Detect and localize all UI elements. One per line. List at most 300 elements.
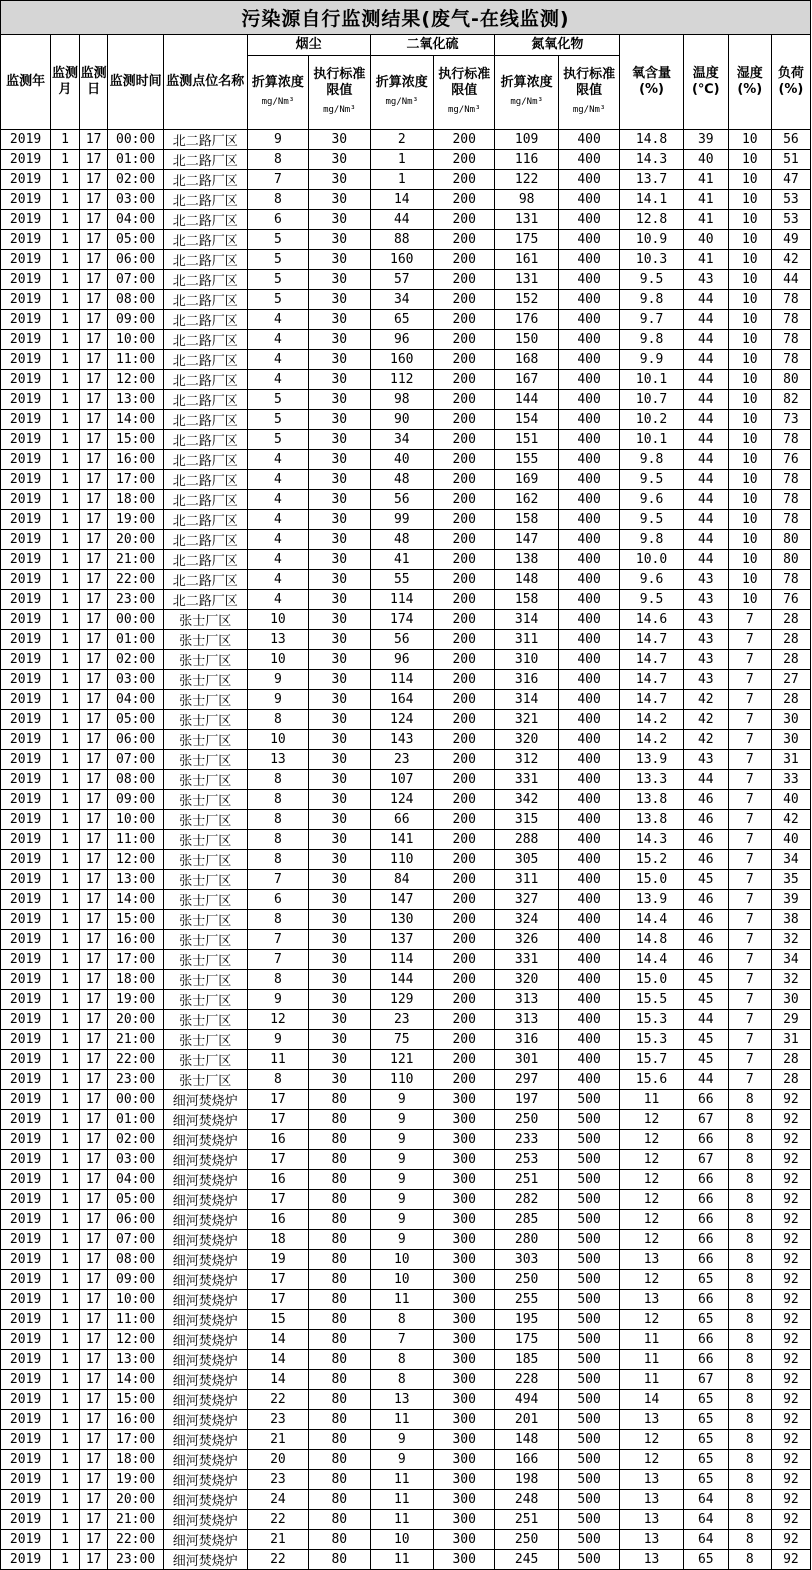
cell-time: 01:00 bbox=[108, 1110, 163, 1130]
cell-day: 17 bbox=[79, 710, 108, 730]
cell-oxygen: 13.3 bbox=[620, 770, 683, 790]
table-row bbox=[1, 770, 811, 790]
cell-so2-limit: 300 bbox=[434, 1550, 495, 1570]
cell-so2-limit: 200 bbox=[434, 590, 495, 610]
cell-so2-limit: 200 bbox=[434, 790, 495, 810]
cell-day: 17 bbox=[79, 250, 108, 270]
cell-site: 张士厂区 bbox=[163, 810, 247, 830]
cell-load: 92 bbox=[771, 1450, 810, 1470]
cell-time: 03:00 bbox=[108, 1150, 163, 1170]
cell-oxygen: 15.6 bbox=[620, 1070, 683, 1090]
cell-so2-limit: 200 bbox=[434, 890, 495, 910]
cell-nox: 251 bbox=[495, 1170, 558, 1190]
cell-humidity: 10 bbox=[728, 390, 771, 410]
cell-temp: 65 bbox=[683, 1390, 728, 1410]
header-site: 监测点位名称 bbox=[163, 35, 247, 130]
cell-time: 02:00 bbox=[108, 650, 163, 670]
cell-month: 1 bbox=[51, 1130, 80, 1150]
cell-nox: 197 bbox=[495, 1090, 558, 1110]
cell-nox: 253 bbox=[495, 1150, 558, 1170]
cell-nox: 138 bbox=[495, 550, 558, 570]
cell-day: 17 bbox=[79, 1350, 108, 1370]
cell-nox-limit: 500 bbox=[558, 1210, 619, 1230]
cell-dust-limit: 30 bbox=[309, 130, 370, 150]
cell-dust: 21 bbox=[247, 1530, 308, 1550]
cell-so2: 84 bbox=[370, 870, 433, 890]
cell-site: 细河焚烧炉 bbox=[163, 1370, 247, 1390]
cell-year: 2019 bbox=[1, 470, 51, 490]
cell-temp: 44 bbox=[683, 410, 728, 430]
cell-day: 17 bbox=[79, 1190, 108, 1210]
cell-dust: 16 bbox=[247, 1130, 308, 1150]
cell-so2: 90 bbox=[370, 410, 433, 430]
cell-so2-limit: 200 bbox=[434, 190, 495, 210]
cell-month: 1 bbox=[51, 1250, 80, 1270]
cell-time: 12:00 bbox=[108, 850, 163, 870]
cell-nox: 342 bbox=[495, 790, 558, 810]
cell-so2-limit: 300 bbox=[434, 1510, 495, 1530]
table-row bbox=[1, 790, 811, 810]
cell-load: 92 bbox=[771, 1130, 810, 1150]
cell-time: 17:00 bbox=[108, 1430, 163, 1450]
cell-so2: 11 bbox=[370, 1290, 433, 1310]
cell-dust: 14 bbox=[247, 1330, 308, 1350]
cell-site: 张士厂区 bbox=[163, 1050, 247, 1070]
table-row bbox=[1, 1350, 811, 1370]
cell-site: 北二路厂区 bbox=[163, 570, 247, 590]
cell-nox: 303 bbox=[495, 1250, 558, 1270]
cell-site: 细河焚烧炉 bbox=[163, 1090, 247, 1110]
cell-month: 1 bbox=[51, 1410, 80, 1430]
cell-humidity: 10 bbox=[728, 310, 771, 330]
cell-oxygen: 13 bbox=[620, 1290, 683, 1310]
cell-load: 92 bbox=[771, 1250, 810, 1270]
cell-humidity: 10 bbox=[728, 510, 771, 530]
cell-load: 92 bbox=[771, 1310, 810, 1330]
cell-humidity: 8 bbox=[728, 1410, 771, 1430]
cell-time: 22:00 bbox=[108, 1530, 163, 1550]
cell-site: 细河焚烧炉 bbox=[163, 1290, 247, 1310]
cell-year: 2019 bbox=[1, 1370, 51, 1390]
cell-oxygen: 12 bbox=[620, 1150, 683, 1170]
cell-dust-limit: 30 bbox=[309, 330, 370, 350]
cell-oxygen: 13 bbox=[620, 1510, 683, 1530]
cell-year: 2019 bbox=[1, 1250, 51, 1270]
table-row bbox=[1, 710, 811, 730]
cell-dust-limit: 80 bbox=[309, 1510, 370, 1530]
cell-day: 17 bbox=[79, 1210, 108, 1230]
cell-site: 张士厂区 bbox=[163, 670, 247, 690]
cell-load: 92 bbox=[771, 1350, 810, 1370]
cell-time: 22:00 bbox=[108, 570, 163, 590]
cell-dust-limit: 80 bbox=[309, 1350, 370, 1370]
cell-nox: 148 bbox=[495, 570, 558, 590]
cell-temp: 41 bbox=[683, 210, 728, 230]
cell-time: 16:00 bbox=[108, 930, 163, 950]
cell-dust-limit: 30 bbox=[309, 450, 370, 470]
cell-day: 17 bbox=[79, 370, 108, 390]
cell-nox: 316 bbox=[495, 1030, 558, 1050]
cell-so2: 88 bbox=[370, 230, 433, 250]
cell-temp: 45 bbox=[683, 870, 728, 890]
cell-day: 17 bbox=[79, 670, 108, 690]
cell-so2-limit: 200 bbox=[434, 530, 495, 550]
cell-year: 2019 bbox=[1, 370, 51, 390]
header-load: 负荷(%) bbox=[771, 35, 810, 130]
cell-nox-limit: 400 bbox=[558, 510, 619, 530]
cell-temp: 43 bbox=[683, 670, 728, 690]
cell-day: 17 bbox=[79, 950, 108, 970]
cell-oxygen: 14.7 bbox=[620, 650, 683, 670]
cell-oxygen: 13.8 bbox=[620, 790, 683, 810]
table-row bbox=[1, 170, 811, 190]
header-so2-limit-label: 执行标准限值 bbox=[438, 67, 491, 98]
cell-nox-limit: 400 bbox=[558, 390, 619, 410]
cell-oxygen: 11 bbox=[620, 1350, 683, 1370]
cell-nox: 158 bbox=[495, 510, 558, 530]
cell-oxygen: 15.3 bbox=[620, 1010, 683, 1030]
cell-humidity: 10 bbox=[728, 490, 771, 510]
cell-humidity: 10 bbox=[728, 250, 771, 270]
cell-nox-limit: 500 bbox=[558, 1530, 619, 1550]
table-row bbox=[1, 870, 811, 890]
cell-month: 1 bbox=[51, 1110, 80, 1130]
cell-nox: 282 bbox=[495, 1190, 558, 1210]
cell-dust: 4 bbox=[247, 450, 308, 470]
cell-load: 78 bbox=[771, 290, 810, 310]
cell-load: 47 bbox=[771, 170, 810, 190]
cell-oxygen: 14.3 bbox=[620, 830, 683, 850]
cell-nox-limit: 500 bbox=[558, 1510, 619, 1530]
cell-nox: 285 bbox=[495, 1210, 558, 1230]
cell-dust-limit: 30 bbox=[309, 550, 370, 570]
cell-load: 92 bbox=[771, 1390, 810, 1410]
cell-dust: 19 bbox=[247, 1250, 308, 1270]
cell-nox: 327 bbox=[495, 890, 558, 910]
table-row bbox=[1, 1070, 811, 1090]
cell-load: 38 bbox=[771, 910, 810, 930]
cell-dust-limit: 30 bbox=[309, 1030, 370, 1050]
cell-nox: 324 bbox=[495, 910, 558, 930]
cell-year: 2019 bbox=[1, 610, 51, 630]
cell-so2: 110 bbox=[370, 850, 433, 870]
cell-so2-limit: 200 bbox=[434, 970, 495, 990]
cell-temp: 65 bbox=[683, 1550, 728, 1570]
cell-year: 2019 bbox=[1, 1190, 51, 1210]
cell-so2: 114 bbox=[370, 950, 433, 970]
cell-oxygen: 12.8 bbox=[620, 210, 683, 230]
cell-dust-limit: 30 bbox=[309, 150, 370, 170]
cell-dust: 8 bbox=[247, 910, 308, 930]
cell-load: 92 bbox=[771, 1470, 810, 1490]
cell-time: 11:00 bbox=[108, 1310, 163, 1330]
header-humidity: 湿度(%) bbox=[728, 35, 771, 130]
cell-day: 17 bbox=[79, 910, 108, 930]
cell-so2: 55 bbox=[370, 570, 433, 590]
cell-humidity: 8 bbox=[728, 1450, 771, 1470]
cell-temp: 43 bbox=[683, 590, 728, 610]
cell-load: 78 bbox=[771, 430, 810, 450]
cell-time: 12:00 bbox=[108, 370, 163, 390]
cell-time: 11:00 bbox=[108, 830, 163, 850]
cell-so2: 124 bbox=[370, 790, 433, 810]
cell-month: 1 bbox=[51, 1370, 80, 1390]
cell-temp: 44 bbox=[683, 370, 728, 390]
cell-nox-limit: 400 bbox=[558, 910, 619, 930]
cell-so2-limit: 300 bbox=[434, 1530, 495, 1550]
cell-year: 2019 bbox=[1, 250, 51, 270]
cell-year: 2019 bbox=[1, 270, 51, 290]
cell-oxygen: 13.8 bbox=[620, 810, 683, 830]
cell-dust: 4 bbox=[247, 490, 308, 510]
cell-month: 1 bbox=[51, 1210, 80, 1230]
cell-dust-limit: 80 bbox=[309, 1110, 370, 1130]
cell-so2-limit: 200 bbox=[434, 770, 495, 790]
cell-dust-limit: 30 bbox=[309, 270, 370, 290]
table-row bbox=[1, 930, 811, 950]
header-nox-converted bbox=[495, 56, 558, 130]
cell-day: 17 bbox=[79, 450, 108, 470]
cell-temp: 40 bbox=[683, 230, 728, 250]
cell-day: 17 bbox=[79, 850, 108, 870]
cell-dust-limit: 30 bbox=[309, 870, 370, 890]
cell-dust-limit: 30 bbox=[309, 1050, 370, 1070]
cell-so2-limit: 200 bbox=[434, 250, 495, 270]
cell-oxygen: 13 bbox=[620, 1550, 683, 1570]
cell-year: 2019 bbox=[1, 1090, 51, 1110]
cell-time: 07:00 bbox=[108, 270, 163, 290]
cell-year: 2019 bbox=[1, 130, 51, 150]
cell-dust: 17 bbox=[247, 1150, 308, 1170]
cell-site: 张士厂区 bbox=[163, 630, 247, 650]
cell-so2-limit: 300 bbox=[434, 1090, 495, 1110]
cell-so2-limit: 200 bbox=[434, 510, 495, 530]
cell-so2-limit: 300 bbox=[434, 1350, 495, 1370]
cell-month: 1 bbox=[51, 1070, 80, 1090]
cell-so2: 8 bbox=[370, 1350, 433, 1370]
table-row bbox=[1, 590, 811, 610]
cell-month: 1 bbox=[51, 390, 80, 410]
cell-so2-limit: 200 bbox=[434, 710, 495, 730]
cell-oxygen: 10.2 bbox=[620, 410, 683, 430]
table-row bbox=[1, 910, 811, 930]
cell-so2-limit: 300 bbox=[434, 1250, 495, 1270]
cell-nox: 280 bbox=[495, 1230, 558, 1250]
cell-site: 张士厂区 bbox=[163, 830, 247, 850]
cell-humidity: 7 bbox=[728, 990, 771, 1010]
cell-temp: 44 bbox=[683, 490, 728, 510]
cell-so2-limit: 200 bbox=[434, 210, 495, 230]
cell-oxygen: 15.0 bbox=[620, 970, 683, 990]
cell-nox: 162 bbox=[495, 490, 558, 510]
cell-time: 06:00 bbox=[108, 730, 163, 750]
cell-site: 细河焚烧炉 bbox=[163, 1390, 247, 1410]
cell-site: 张士厂区 bbox=[163, 1010, 247, 1030]
cell-temp: 46 bbox=[683, 810, 728, 830]
cell-year: 2019 bbox=[1, 1110, 51, 1130]
cell-humidity: 7 bbox=[728, 970, 771, 990]
cell-load: 78 bbox=[771, 470, 810, 490]
cell-dust-limit: 80 bbox=[309, 1550, 370, 1570]
cell-nox-limit: 500 bbox=[558, 1370, 619, 1390]
cell-humidity: 10 bbox=[728, 150, 771, 170]
cell-day: 17 bbox=[79, 890, 108, 910]
cell-time: 19:00 bbox=[108, 1470, 163, 1490]
table-row bbox=[1, 1370, 811, 1390]
cell-site: 细河焚烧炉 bbox=[163, 1170, 247, 1190]
cell-dust-limit: 80 bbox=[309, 1170, 370, 1190]
cell-month: 1 bbox=[51, 750, 80, 770]
cell-dust: 9 bbox=[247, 670, 308, 690]
cell-day: 17 bbox=[79, 650, 108, 670]
cell-nox-limit: 500 bbox=[558, 1310, 619, 1330]
cell-temp: 65 bbox=[683, 1310, 728, 1330]
cell-day: 17 bbox=[79, 1250, 108, 1270]
cell-time: 09:00 bbox=[108, 790, 163, 810]
cell-year: 2019 bbox=[1, 910, 51, 930]
cell-so2: 160 bbox=[370, 250, 433, 270]
cell-site: 细河焚烧炉 bbox=[163, 1130, 247, 1150]
cell-so2: 121 bbox=[370, 1050, 433, 1070]
cell-temp: 65 bbox=[683, 1270, 728, 1290]
cell-month: 1 bbox=[51, 830, 80, 850]
cell-site: 细河焚烧炉 bbox=[163, 1190, 247, 1210]
cell-time: 10:00 bbox=[108, 330, 163, 350]
cell-oxygen: 9.6 bbox=[620, 490, 683, 510]
cell-day: 17 bbox=[79, 1310, 108, 1330]
cell-site: 细河焚烧炉 bbox=[163, 1330, 247, 1350]
cell-load: 80 bbox=[771, 550, 810, 570]
cell-month: 1 bbox=[51, 1010, 80, 1030]
cell-month: 1 bbox=[51, 290, 80, 310]
cell-year: 2019 bbox=[1, 150, 51, 170]
cell-dust: 9 bbox=[247, 990, 308, 1010]
cell-nox-limit: 400 bbox=[558, 1010, 619, 1030]
cell-load: 92 bbox=[771, 1210, 810, 1230]
cell-month: 1 bbox=[51, 490, 80, 510]
cell-day: 17 bbox=[79, 730, 108, 750]
cell-dust: 23 bbox=[247, 1470, 308, 1490]
cell-load: 80 bbox=[771, 530, 810, 550]
table-row bbox=[1, 830, 811, 850]
cell-so2: 65 bbox=[370, 310, 433, 330]
cell-time: 03:00 bbox=[108, 670, 163, 690]
cell-oxygen: 14.8 bbox=[620, 930, 683, 950]
cell-temp: 43 bbox=[683, 750, 728, 770]
cell-dust: 21 bbox=[247, 1430, 308, 1450]
cell-time: 09:00 bbox=[108, 1270, 163, 1290]
cell-dust-limit: 30 bbox=[309, 830, 370, 850]
cell-so2-limit: 300 bbox=[434, 1190, 495, 1210]
cell-so2-limit: 200 bbox=[434, 470, 495, 490]
cell-dust-limit: 30 bbox=[309, 630, 370, 650]
cell-humidity: 8 bbox=[728, 1370, 771, 1390]
cell-so2: 9 bbox=[370, 1430, 433, 1450]
cell-so2: 48 bbox=[370, 470, 433, 490]
cell-so2: 96 bbox=[370, 330, 433, 350]
cell-nox: 161 bbox=[495, 250, 558, 270]
cell-site: 细河焚烧炉 bbox=[163, 1550, 247, 1570]
table-row bbox=[1, 610, 811, 630]
header-group-nox: 氮氧化物 bbox=[495, 35, 620, 56]
cell-day: 17 bbox=[79, 1490, 108, 1510]
cell-temp: 46 bbox=[683, 930, 728, 950]
cell-site: 北二路厂区 bbox=[163, 350, 247, 370]
cell-load: 28 bbox=[771, 1050, 810, 1070]
cell-so2: 8 bbox=[370, 1370, 433, 1390]
cell-dust-limit: 80 bbox=[309, 1530, 370, 1550]
cell-humidity: 8 bbox=[728, 1490, 771, 1510]
cell-nox: 150 bbox=[495, 330, 558, 350]
cell-site: 北二路厂区 bbox=[163, 370, 247, 390]
cell-oxygen: 10.1 bbox=[620, 430, 683, 450]
table-row bbox=[1, 890, 811, 910]
cell-nox: 321 bbox=[495, 710, 558, 730]
cell-month: 1 bbox=[51, 1150, 80, 1170]
cell-nox: 311 bbox=[495, 630, 558, 650]
cell-time: 09:00 bbox=[108, 310, 163, 330]
cell-oxygen: 13.7 bbox=[620, 170, 683, 190]
cell-day: 17 bbox=[79, 770, 108, 790]
cell-year: 2019 bbox=[1, 570, 51, 590]
cell-site: 细河焚烧炉 bbox=[163, 1250, 247, 1270]
cell-dust: 22 bbox=[247, 1550, 308, 1570]
cell-dust-limit: 80 bbox=[309, 1310, 370, 1330]
cell-oxygen: 9.8 bbox=[620, 290, 683, 310]
cell-oxygen: 15.5 bbox=[620, 990, 683, 1010]
cell-temp: 39 bbox=[683, 130, 728, 150]
table-row bbox=[1, 530, 811, 550]
cell-day: 17 bbox=[79, 1090, 108, 1110]
cell-dust: 17 bbox=[247, 1270, 308, 1290]
cell-nox-limit: 500 bbox=[558, 1230, 619, 1250]
cell-temp: 44 bbox=[683, 450, 728, 470]
cell-humidity: 8 bbox=[728, 1530, 771, 1550]
cell-year: 2019 bbox=[1, 1350, 51, 1370]
cell-month: 1 bbox=[51, 1050, 80, 1070]
cell-nox: 195 bbox=[495, 1310, 558, 1330]
cell-day: 17 bbox=[79, 150, 108, 170]
cell-time: 20:00 bbox=[108, 1010, 163, 1030]
cell-so2-limit: 200 bbox=[434, 630, 495, 650]
table-body bbox=[1, 130, 811, 1570]
cell-dust-limit: 80 bbox=[309, 1290, 370, 1310]
cell-so2: 41 bbox=[370, 550, 433, 570]
cell-so2: 11 bbox=[370, 1410, 433, 1430]
cell-dust: 4 bbox=[247, 350, 308, 370]
cell-temp: 65 bbox=[683, 1470, 728, 1490]
table-row bbox=[1, 470, 811, 490]
cell-humidity: 7 bbox=[728, 1050, 771, 1070]
cell-dust: 24 bbox=[247, 1490, 308, 1510]
cell-load: 32 bbox=[771, 930, 810, 950]
cell-time: 17:00 bbox=[108, 950, 163, 970]
cell-dust: 8 bbox=[247, 190, 308, 210]
cell-so2-limit: 200 bbox=[434, 290, 495, 310]
cell-nox-limit: 400 bbox=[558, 730, 619, 750]
cell-oxygen: 13.9 bbox=[620, 750, 683, 770]
cell-load: 78 bbox=[771, 310, 810, 330]
cell-day: 17 bbox=[79, 390, 108, 410]
cell-time: 05:00 bbox=[108, 710, 163, 730]
cell-so2: 10 bbox=[370, 1250, 433, 1270]
cell-temp: 45 bbox=[683, 970, 728, 990]
cell-load: 78 bbox=[771, 350, 810, 370]
cell-nox: 312 bbox=[495, 750, 558, 770]
cell-year: 2019 bbox=[1, 1210, 51, 1230]
cell-humidity: 10 bbox=[728, 210, 771, 230]
cell-nox-limit: 400 bbox=[558, 890, 619, 910]
